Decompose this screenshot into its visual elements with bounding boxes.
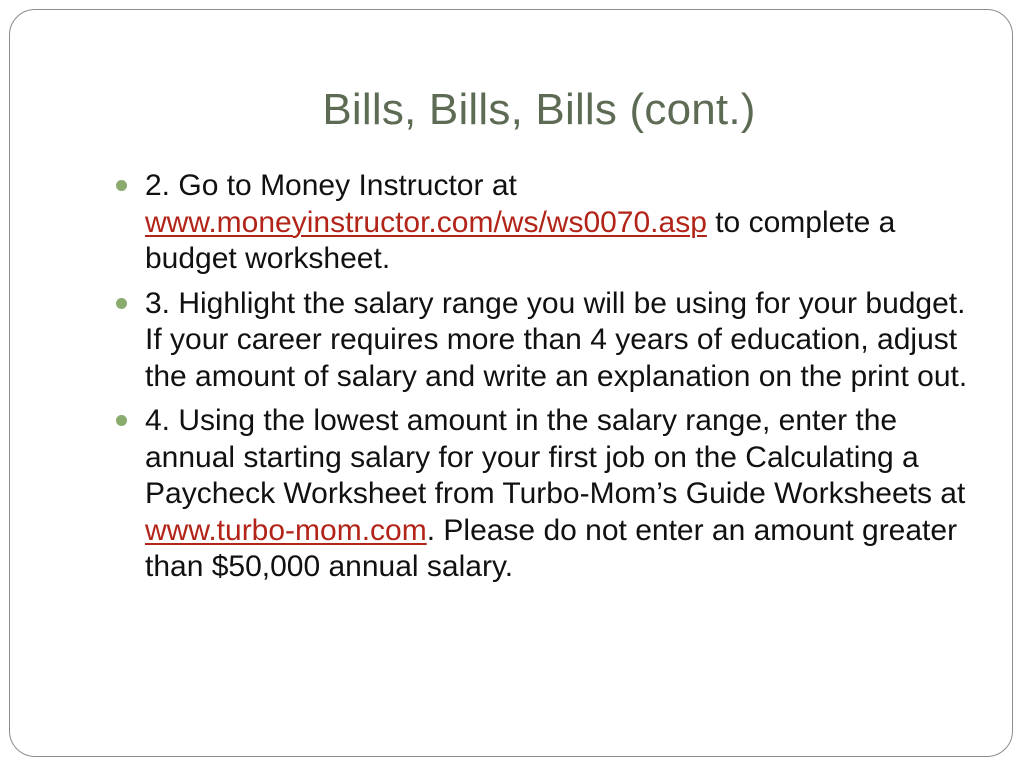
bullet-dot-icon bbox=[116, 298, 127, 309]
slide-title: Bills, Bills, Bills (cont.) bbox=[322, 85, 756, 134]
bullet-list bbox=[113, 168, 973, 594]
bullet-item-2 bbox=[113, 286, 973, 396]
bullet-text: to complete a budget worksheet. bbox=[145, 205, 896, 275]
bullet-text: 4. Using the lowest amount in the salary range, enter the annual starting salary for your first job on the Calculating a Paycheck Worksheet from Turbo-Mom’s Guide Worksheets at bbox=[145, 404, 966, 510]
bullet-dot-icon bbox=[116, 415, 127, 426]
bullet-item-1 bbox=[113, 168, 973, 278]
bullet-text: 2. Go to Money Instructor at bbox=[145, 169, 517, 202]
turbo-mom-link[interactable]: www.turbo-mom.com bbox=[145, 513, 427, 547]
bullet-dot-icon bbox=[116, 180, 127, 191]
bullet-text: 3. Highlight the salary range you will be using for your budget. If your career requires more than 4 years of education, adjust the amount of salary and write an explanation on the print out. bbox=[145, 286, 968, 393]
bullet-item-3 bbox=[113, 403, 973, 586]
moneyinstructor-link[interactable]: www.moneyinstructor.com/ws/ws0070.asp bbox=[145, 205, 707, 239]
bullet-text: . Please do not enter an amount greater than $50,000 annual salary. bbox=[145, 513, 958, 583]
